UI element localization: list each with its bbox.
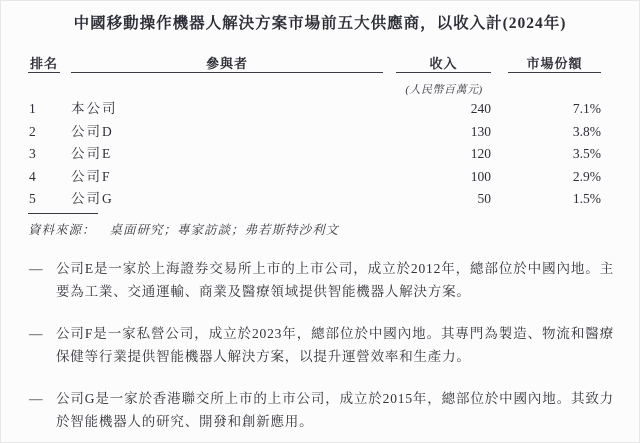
revenue-cell: 120 bbox=[470, 146, 491, 162]
table-row bbox=[1, 166, 639, 189]
participant-cell: 公司G bbox=[71, 191, 114, 207]
revenue-cell: 100 bbox=[470, 168, 491, 184]
note-dash: — bbox=[29, 261, 43, 276]
table-row bbox=[1, 143, 639, 166]
participant-cell: 公司E bbox=[71, 146, 113, 162]
note-item bbox=[1, 387, 639, 433]
market-share-cell: 2.9% bbox=[572, 168, 601, 184]
table-row bbox=[1, 188, 639, 211]
note-text: 公司G是一家於香港聯交所上市的上市公司，成立於2015年，總部位於中國內地。其致力於智能機器人的研究、開發和創新應用。 bbox=[56, 391, 614, 429]
revenue-cell: 50 bbox=[477, 191, 491, 207]
revenue-cell: 130 bbox=[470, 123, 491, 139]
column-header-rank: 排名 bbox=[28, 53, 60, 73]
note-text: 公司F是一家私營公司，成立於2023年，總部位於中國內地。其專門為製造、物流和醫療保健等行業提供智能機器人解決方案，以提升運營效率和生產力。 bbox=[56, 326, 614, 364]
source-divider bbox=[28, 213, 98, 214]
revenue-unit-label: (人民幣百萬元) bbox=[405, 84, 483, 96]
column-header-participant: 參與者 bbox=[71, 53, 383, 73]
note-text: 公司E是一家於上海證券交易所上市的上市公司，成立於2012年，總部位於中國內地。主要為工業、交通運輸、商業及醫療領域提供智能機器人解決方案。 bbox=[56, 261, 614, 299]
rank-cell: 3 bbox=[29, 146, 36, 162]
source-text: 桌面研究；專家訪談；弗若斯特沙利文 bbox=[109, 223, 340, 237]
rank-cell: 4 bbox=[29, 168, 36, 184]
participant-cell: 本公司 bbox=[71, 101, 118, 116]
market-share-cell: 7.1% bbox=[572, 101, 601, 116]
rank-cell: 2 bbox=[29, 123, 36, 139]
column-header-market-share: 市場份額 bbox=[508, 53, 601, 73]
rank-cell: 5 bbox=[29, 191, 36, 207]
page-title: 中國移動操作機器人解決方案市場前五大供應商，以收入計(2024年) bbox=[73, 15, 567, 32]
note-dash: — bbox=[29, 326, 43, 341]
rank-cell: 1 bbox=[29, 101, 36, 116]
table-body bbox=[1, 98, 639, 211]
note-item bbox=[1, 257, 639, 303]
participant-cell: 公司D bbox=[71, 123, 114, 139]
column-header-revenue: 收入 bbox=[396, 53, 491, 73]
market-share-cell: 3.5% bbox=[572, 146, 601, 162]
note-item bbox=[1, 322, 639, 368]
table-row bbox=[1, 121, 639, 144]
market-share-cell: 3.8% bbox=[572, 123, 601, 139]
table-row bbox=[1, 98, 639, 121]
source-label: 資料來源： bbox=[28, 223, 96, 237]
source-line bbox=[28, 220, 619, 238]
note-dash: — bbox=[29, 391, 43, 406]
participant-cell: 公司F bbox=[71, 168, 112, 184]
notes-section bbox=[1, 257, 639, 433]
market-share-cell: 1.5% bbox=[572, 191, 601, 207]
revenue-cell: 240 bbox=[470, 101, 491, 116]
